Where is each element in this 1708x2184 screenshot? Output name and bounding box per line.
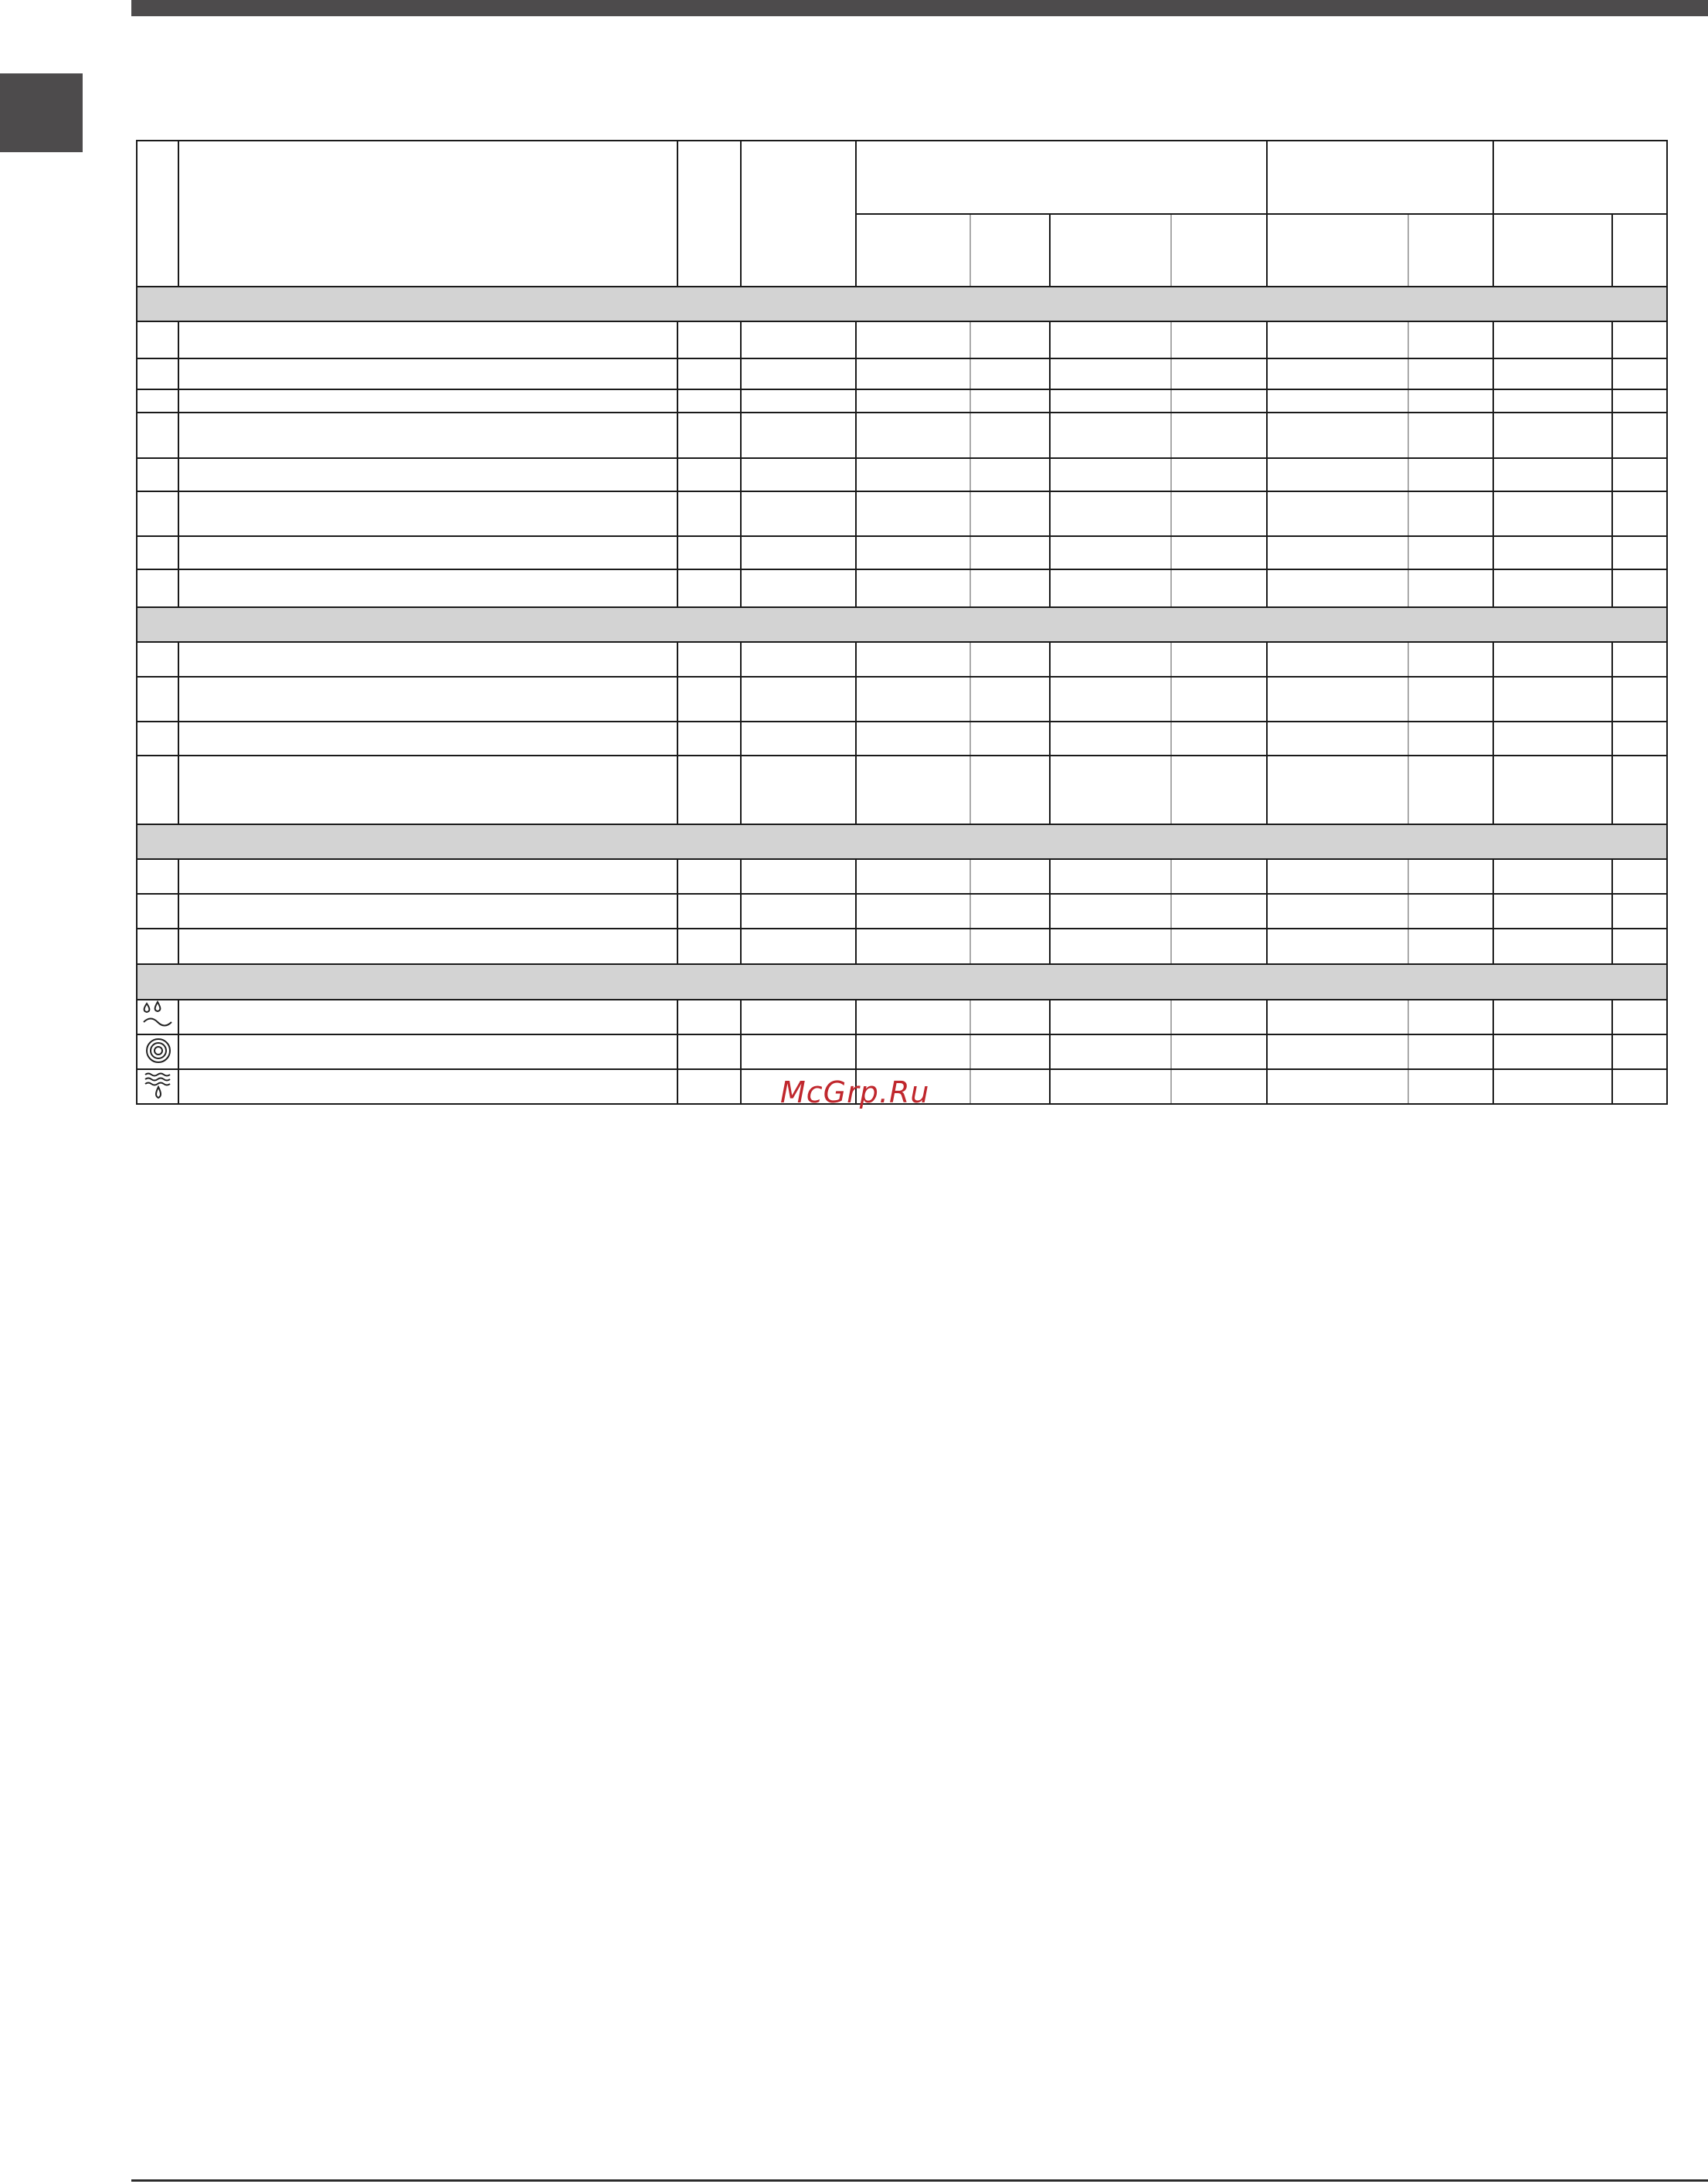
row-lines <box>137 214 1667 1069</box>
bottom-rule <box>131 2179 1708 2182</box>
section-rows <box>137 287 1667 1000</box>
stain-removal-icon <box>139 1000 178 1031</box>
section-row-3 <box>137 824 1667 859</box>
drain-icon <box>139 1070 178 1101</box>
section-row-4 <box>137 964 1667 1000</box>
spin-icon <box>139 1035 178 1066</box>
section-row-1 <box>137 287 1667 321</box>
watermark: McGrp.Ru <box>780 1075 930 1109</box>
section-row-2 <box>137 607 1667 642</box>
